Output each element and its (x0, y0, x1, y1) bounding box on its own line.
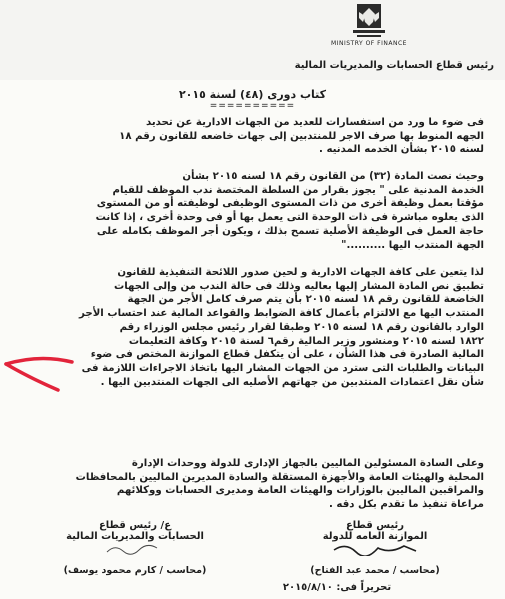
signatory-name: (محاسب / كارم محمود يوسف) (63, 565, 207, 576)
title-underline: ========== (209, 101, 296, 111)
text-line: تطبيق نص المادة المشار إليها بعاليه وذلك فى حالة الندب من وإلى الجهات (113, 280, 484, 292)
text-line: المنتدب اليها مع الالتزام بأعمال كافة الضوابط والقواعد المالية عند احتساب الأجر (79, 308, 484, 320)
text-line: لذا يتعين على كافة الجهات الادارية و لحين صدور اللائحة التنفيذية للقانون (117, 267, 484, 278)
signatory-name: (محاسب / محمد عبد الفتاح) (310, 565, 440, 576)
signature-right (290, 520, 460, 576)
red-arrow-annotation-icon (0, 350, 80, 400)
text-line: المحلية والهيئات العامة والأجهزة المستقلة والسادة المديرين الماليين بالمحافظات (75, 471, 484, 483)
text-line: لسنه ٢٠١٥ بشأن الخدمه المدنيه . (319, 144, 484, 156)
text-line: حاجة العمل فى الوظيفة الأصلية تسمح بذلك ، ويكون أجر الموظف بكامله على (96, 225, 484, 237)
handwritten-signature-icon (105, 542, 165, 556)
circular-number: كتاب دورى (٤٨) لسنة ٢٠١٥ (178, 88, 327, 101)
ministry-name: MINISTRY OF FINANCE (331, 40, 407, 47)
signature-left (60, 520, 210, 576)
text-line: الذى يعلوه مباشرة فى ذات الوحدة التى يعمل بها أو فى وحدة أخرى ، إذا كانت (95, 212, 484, 224)
text-line: شأن نقل اعتمادات المنتدبين من جهاتهم الأصليه الى الجهات المنتدبين اليها . (100, 376, 484, 388)
paragraph-1 (22, 116, 484, 157)
text-line: فى ضوء ما ورد من استفسارات للعديد من الجهات الادارية عن تحديد (145, 117, 484, 128)
signature-title: الموازنة العامه للدولة (322, 531, 428, 542)
text-line: الخاضعة للقانون رقم ١٨ لسنه ٢٠١٥ بأن يتم صرف كامل الأجر من الجهة (127, 294, 484, 306)
text-line: والمراقبين الماليين بالوزارات والهيئات العامة ومديرى الحسابات ووكلائهم (116, 485, 484, 497)
text-line: وحيث نصت المادة (٣٢) من القانون رقم ١٨ لسنه ٢٠١٥ بشأن (182, 171, 484, 182)
paragraph-2 (22, 170, 484, 252)
signature-title: ع/ رئيس قطاع (98, 520, 172, 531)
text-line: مؤقتا بعمل وظيفة أخرى من ذات المستوى الوظيفى لوظيفته أو من المستوى (96, 198, 484, 210)
text-line: البيانات والطلبات التى سترد من الجهات المشار اليها باتخاذ الاجراءات اللازمة فى (81, 362, 484, 374)
eagle-emblem-icon (349, 2, 389, 42)
text-line: مراعاة تنفيذ ما تقدم بكل دقه . (328, 499, 484, 511)
signature-title: رئيس قطاع (345, 520, 405, 531)
text-line: الجهة المنتدب اليها .........." (341, 239, 484, 251)
paragraph-3 (22, 266, 484, 389)
text-line: المالية الصادرة فى هذا الشأن ، على أن يتكفل قطاع الموازنة المختص فى ضوء (90, 349, 484, 361)
issue-date: تحريراً فى: ٢٠١٥/٨/١٠ (282, 582, 392, 593)
paragraph-4 (22, 457, 484, 512)
signature-title: الحسابات والمديريات المالية (66, 531, 204, 542)
sector-title: رئيس قطاع الحسابات والمديريات المالية (294, 60, 494, 71)
text-line: الجهه المنوط بها صرف الاجر للمنتدبين إلى جهات خاضعه للقانون رقم ١٨ (119, 130, 484, 142)
text-line: الخدمة المدنية على " يجوز بقرار من السلطة المختصة ندب الموظف للقيام (112, 184, 484, 196)
text-line: الوارد بالقانون رقم ١٨ لسنه ٢٠١٥ وطبقا لقرار رئيس مجلس الوزراء رقم (119, 321, 484, 333)
text-line: ١٨٢٢ لسنه ٢٠١٥ ومنشور وزير المالية رقم٦ لسنة ٢٠١٥ وكافة التعليمات (128, 335, 484, 347)
handwritten-signature-icon (330, 542, 420, 556)
ministry-emblem (331, 2, 407, 58)
text-line: وعلى السادة المسئولين الماليين بالجهاز الإدارى للدولة ووحدات الإدارة (131, 458, 484, 469)
